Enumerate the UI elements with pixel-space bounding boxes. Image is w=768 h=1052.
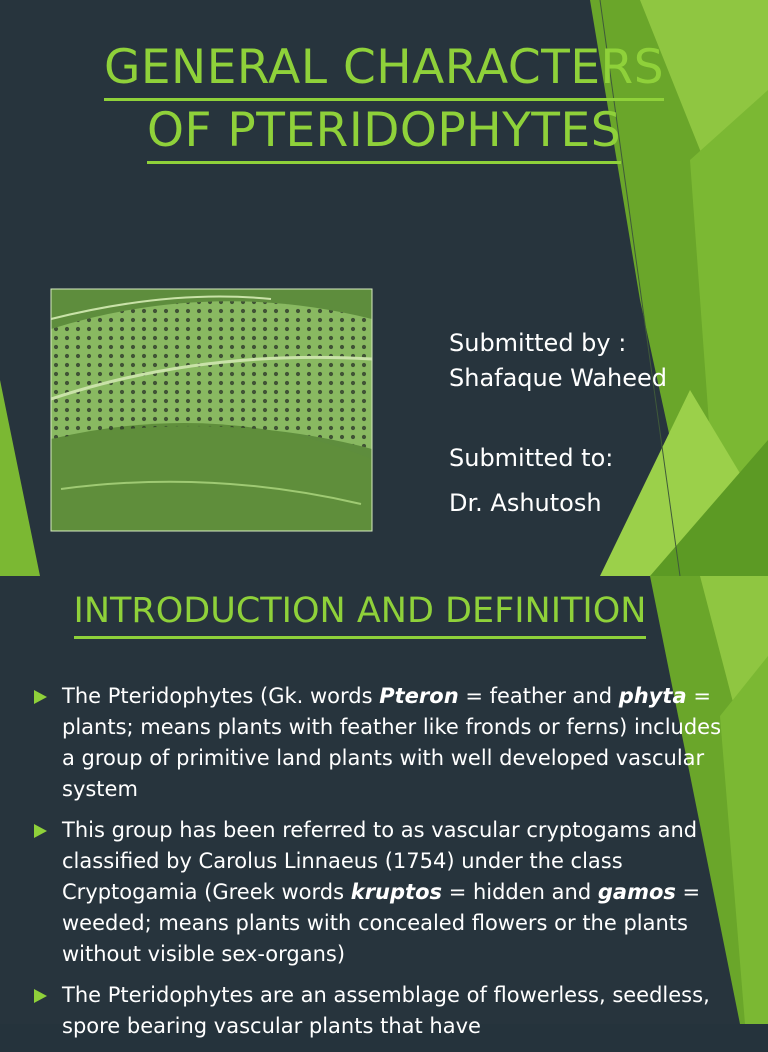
list-item: The Pteridophytes (Gk. words Pteron = feather and phyta = plants; means plants with feather like fronds or ferns) includes a group of primitive land plants with well developed vascular system xyxy=(34,681,724,805)
fern-image-icon xyxy=(51,289,372,531)
submitted-to-label: Submitted to: xyxy=(449,444,614,472)
slide-title xyxy=(0,38,768,164)
introduction-slide xyxy=(0,576,768,1038)
triangle-bullet-icon xyxy=(34,690,47,704)
title-line-1: GENERAL CHARACTERS xyxy=(104,38,664,101)
list-item: This group has been referred to as vascular cryptogams and classified by Carolus Linnaeus (1754) under the class Cryptogamia (Greek words kruptos = hidden and gamos = weeded; means plants with concealed flowers or the plants without visible sex-organs) xyxy=(34,815,724,970)
list-item: The Pteridophytes are an assemblage of flowerless, seedless, spore bearing vascular plants that have xyxy=(34,980,724,1042)
triangle-bullet-icon xyxy=(34,989,47,1003)
title-line-2: OF PTERIDOPHYTES xyxy=(147,101,621,164)
submitted-to-name: Dr. Ashutosh xyxy=(449,489,602,517)
definition-bullets xyxy=(34,681,724,1052)
submitted-by-name: Shafaque Waheed xyxy=(449,364,668,392)
submission-info xyxy=(449,326,667,521)
slide-title xyxy=(0,586,720,639)
submitted-by-label: Submitted by : xyxy=(449,329,627,357)
intro-title: INTRODUCTION AND DEFINITION xyxy=(74,586,647,639)
triangle-bullet-icon xyxy=(34,824,47,838)
fern-photo xyxy=(51,289,372,531)
